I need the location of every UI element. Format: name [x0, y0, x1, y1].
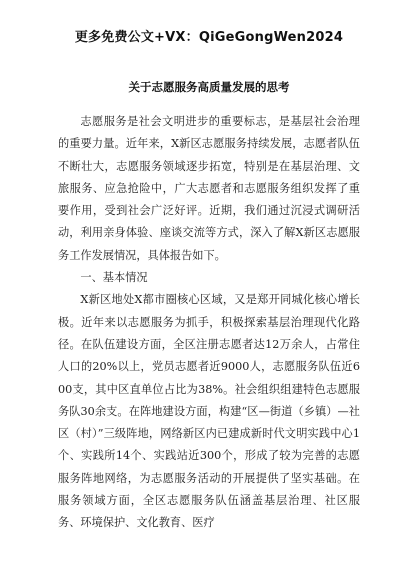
- document-title: 关于志愿服务高质量发展的思考: [128, 80, 290, 94]
- section-heading-basic: 一、基本情况: [80, 271, 148, 285]
- intro-paragraph: 志愿服务是社会文明进步的重要标志，是基层社会治理的重要力量。近年来，X新区志愿服务持续发展，志愿者队伍不断壮大，志愿服务领域逐步拓宽，特别是在基层治理、文旅服务、应急抢险中，广大志愿者和志愿服务组织发挥了重要作用，受到社会广泛好评。近期，我们通过沉浸式调研活动，利用亲身体验、座谈交流等方式，深入了解X新区志愿服务工作发展情况，具体报告如下。: [58, 115, 360, 262]
- section-body-basic: X新区地处X都市圈核心区域，又是郑开同城化核心增长极。近年来以志愿服务为抓手，积极探索基层治理现代化路径。在队伍建设方面，全区注册志愿者达12万余人，占常住人口的20%以上，党员志愿者近9000人，志愿服务队伍近600支，其中区直单位占比为38%。社会组织组建特色志愿服务队30余支。在阵地建设方面，构建“区—街道（乡镇）—社区（村）”三级阵地，网络新区内已建成新时代文明实践中心1个、实践所14个、实践站近300个，形成了较为完善的志愿服务阵地网络，为志愿服务活动的开展提供了坚实基础。在服务领域方面，全区志愿服务队伍涵盖基层治理、社区服务、环境保护、文化教育、医疗: [58, 293, 360, 530]
- watermark-text: 更多免费公文+VX：QiGeGongWen2024: [74, 30, 344, 45]
